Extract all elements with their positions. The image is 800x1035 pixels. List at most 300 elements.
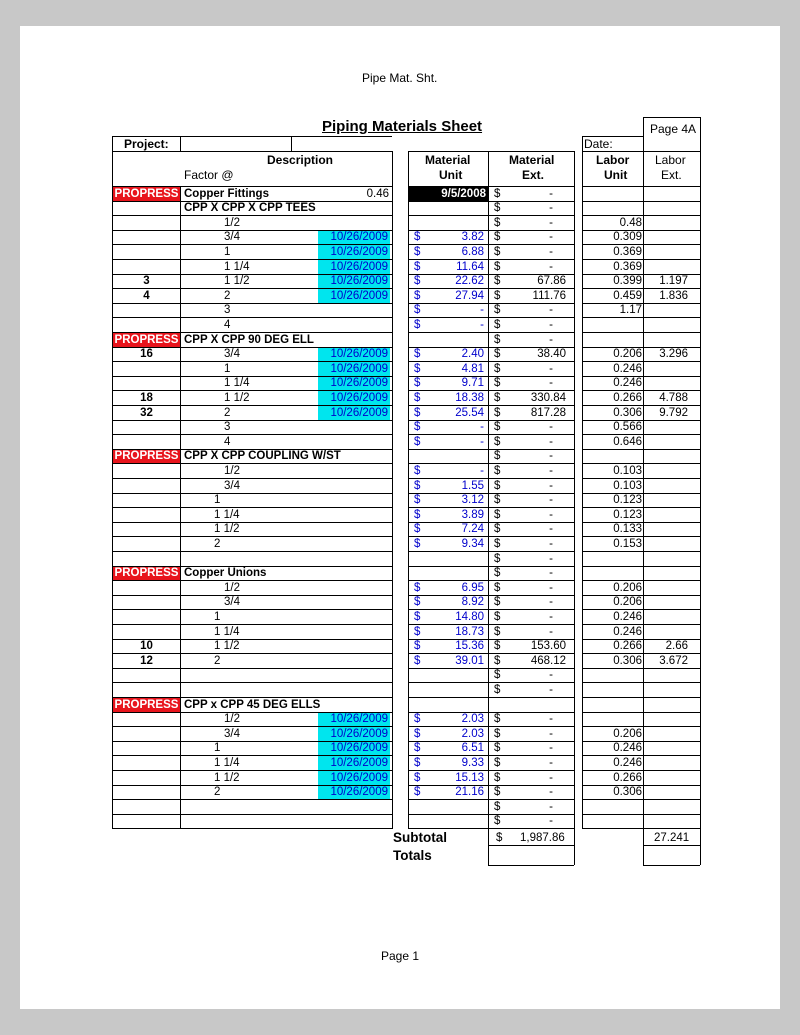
material-unit-header: Material	[425, 153, 471, 167]
labor-ext-value: 1.197	[659, 275, 688, 288]
material-ext-value: -	[549, 187, 553, 200]
labor-unit-value: 0.246	[613, 362, 642, 375]
grid-line	[488, 799, 574, 800]
grid-line	[582, 288, 700, 289]
grid-line	[488, 420, 574, 421]
grid-line	[112, 785, 392, 786]
grid-line	[574, 151, 575, 865]
grid-line	[408, 726, 488, 727]
grid-line	[112, 332, 392, 333]
material-unit-currency: $	[414, 742, 421, 755]
grid-line	[408, 376, 488, 377]
project-label: Project:	[124, 137, 169, 151]
grid-line	[488, 595, 574, 596]
material-unit-price: 1.55	[461, 479, 484, 492]
labor-unit-value: 0.123	[613, 494, 642, 507]
grid-line	[408, 639, 488, 640]
material-ext-value: -	[549, 815, 553, 828]
grid-line	[488, 361, 574, 362]
table-row	[0, 683, 800, 698]
material-ext-currency: $	[494, 304, 501, 317]
grid-line	[180, 186, 181, 829]
material-ext-currency: $	[494, 231, 501, 244]
material-unit-price: 25.54	[455, 406, 484, 419]
material-ext-currency: $	[494, 552, 501, 565]
material-unit-currency: $	[414, 260, 421, 273]
labor-ext-header: Labor	[655, 153, 686, 167]
grid-line	[488, 682, 574, 683]
grid-line	[112, 668, 392, 669]
size-cell: 3	[224, 421, 231, 434]
grid-line	[408, 151, 574, 152]
size-cell: 2	[214, 786, 221, 799]
size-cell: 1	[214, 494, 221, 507]
table-row	[0, 274, 800, 289]
material-ext-currency: $	[494, 377, 501, 390]
material-unit-currency: $	[414, 464, 421, 477]
material-ext-value: -	[549, 494, 553, 507]
labor-unit-value: 0.246	[613, 742, 642, 755]
grid-line	[582, 405, 700, 406]
grid-line	[488, 230, 574, 231]
price-date-cell: 10/26/2009	[318, 274, 390, 289]
grid-line	[582, 151, 700, 152]
labor-unit-value: 0.246	[613, 756, 642, 769]
grid-line	[488, 697, 574, 698]
labor-unit-value: 0.646	[613, 435, 642, 448]
grid-line	[408, 215, 488, 216]
grid-line	[112, 136, 392, 137]
labor-unit-value: 0.399	[613, 275, 642, 288]
labor-ext-value: 3.672	[659, 654, 688, 667]
grid-line	[408, 785, 488, 786]
material-ext-value: 330.84	[530, 391, 566, 404]
material-unit-price: 3.12	[461, 494, 484, 507]
size-cell: 3/4	[224, 596, 240, 609]
material-ext-currency: $	[494, 202, 501, 215]
grid-line	[582, 434, 700, 435]
page-number-label: Page 4A	[650, 122, 697, 136]
material-ext-currency: $	[494, 596, 501, 609]
grid-line	[408, 420, 488, 421]
material-ext-value: -	[549, 435, 553, 448]
grid-line	[488, 405, 574, 406]
size-cell: 3/4	[224, 727, 240, 740]
grid-line	[582, 580, 700, 581]
section-description: Copper Unions	[184, 567, 267, 580]
section-description: CPP x CPP 45 DEG ELLS	[184, 698, 321, 711]
factor-label: Factor @	[184, 168, 234, 182]
material-ext-value: -	[549, 756, 553, 769]
grid-line	[488, 288, 574, 289]
material-ext-value: -	[549, 202, 553, 215]
material-ext-value: -	[549, 318, 553, 331]
quantity-cell: 4	[143, 289, 150, 302]
material-ext-currency: $	[494, 275, 501, 288]
grid-line	[112, 712, 392, 713]
grid-line	[112, 201, 392, 202]
material-unit-price: 21.16	[455, 786, 484, 799]
size-cell: 1/2	[224, 464, 240, 477]
material-unit-price: 4.81	[461, 362, 484, 375]
table-row	[0, 785, 800, 800]
price-date-cell: 10/26/2009	[318, 391, 390, 406]
grid-line	[112, 697, 392, 698]
material-ext-currency: $	[494, 581, 501, 594]
grid-line	[582, 493, 700, 494]
material-ext-currency: $	[494, 216, 501, 229]
labor-unit-value: 0.123	[613, 508, 642, 521]
material-unit-currency: $	[414, 713, 421, 726]
labor-unit-value: 0.459	[613, 289, 642, 302]
grid-line	[408, 536, 488, 537]
material-ext-value: 468.12	[530, 654, 566, 667]
labor-unit-value: 0.246	[613, 625, 642, 638]
labor-unit-header: Labor	[596, 153, 630, 167]
totals-label: Totals	[393, 848, 432, 863]
material-ext-currency: $	[494, 742, 501, 755]
material-unit-price: 9.34	[461, 537, 484, 550]
grid-line	[408, 755, 488, 756]
size-cell: 3/4	[224, 231, 240, 244]
labor-ext-value: 4.788	[659, 391, 688, 404]
grid-line	[488, 845, 574, 846]
grid-line	[112, 609, 392, 610]
material-unit-currency: $	[414, 304, 421, 317]
grid-line	[582, 507, 700, 508]
grid-line	[488, 347, 574, 348]
size-cell: 1	[224, 245, 231, 258]
grid-line	[643, 865, 700, 866]
section-description: CPP X CPP 90 DEG ELL	[184, 333, 314, 346]
grid-line	[582, 595, 700, 596]
material-ext-currency: $	[494, 450, 501, 463]
table-row	[0, 800, 800, 815]
quantity-cell: 12	[140, 654, 153, 667]
grid-line	[488, 755, 574, 756]
grid-line	[488, 865, 574, 866]
grid-line	[112, 420, 392, 421]
grid-line	[112, 376, 392, 377]
grid-line	[112, 361, 392, 362]
price-date-cell: 10/26/2009	[318, 347, 390, 362]
grid-line	[582, 522, 700, 523]
table-row	[0, 625, 800, 640]
grid-line	[408, 566, 488, 567]
labor-ext-value: 9.792	[659, 406, 688, 419]
grid-line	[112, 595, 392, 596]
material-ext-currency: $	[494, 523, 501, 536]
material-ext-currency: $	[494, 245, 501, 258]
material-unit-currency: $	[414, 406, 421, 419]
grid-line	[408, 595, 488, 596]
size-cell: 1 1/4	[214, 756, 240, 769]
labor-ext-value: 3.296	[659, 348, 688, 361]
grid-line	[408, 405, 488, 406]
price-date-cell: 10/26/2009	[318, 260, 390, 275]
grid-line	[112, 463, 392, 464]
material-unit-price: -	[480, 304, 484, 317]
material-ext-currency: $	[494, 567, 501, 580]
price-date-cell: 10/26/2009	[318, 230, 390, 245]
material-unit-currency: $	[414, 348, 421, 361]
table-row	[0, 391, 800, 406]
grid-line	[582, 361, 700, 362]
material-ext-value: -	[549, 786, 553, 799]
table-row	[0, 712, 800, 727]
grid-line	[408, 712, 488, 713]
grid-line	[582, 420, 700, 421]
material-ext-currency: $	[494, 654, 501, 667]
labor-unit-value: 0.206	[613, 348, 642, 361]
size-cell: 1	[214, 742, 221, 755]
grid-line	[488, 814, 574, 815]
material-ext-value: -	[549, 800, 553, 813]
material-ext-value: -	[549, 771, 553, 784]
grid-line	[408, 259, 488, 260]
material-ext-currency: $	[494, 771, 501, 784]
table-row	[0, 303, 800, 318]
labor-unit-value: 0.266	[613, 640, 642, 653]
grid-line	[408, 799, 488, 800]
material-unit-currency: $	[414, 537, 421, 550]
grid-line	[488, 522, 574, 523]
labor-unit-value: 0.153	[613, 537, 642, 550]
grid-line	[582, 726, 700, 727]
grid-line	[582, 653, 700, 654]
material-ext-value: -	[549, 362, 553, 375]
grid-line	[488, 507, 574, 508]
grid-line	[700, 117, 701, 865]
grid-line	[408, 478, 488, 479]
material-unit-price: 18.73	[455, 625, 484, 638]
grid-line	[112, 770, 392, 771]
material-ext-value: -	[549, 479, 553, 492]
material-ext-currency: $	[494, 289, 501, 302]
labor-unit-value: 0.133	[613, 523, 642, 536]
grid-line	[408, 390, 488, 391]
grid-line	[488, 449, 574, 450]
material-unit-price: 6.88	[461, 245, 484, 258]
material-unit-subheader: Unit	[439, 168, 463, 182]
material-unit-price: 22.62	[455, 275, 484, 288]
material-ext-currency: $	[494, 464, 501, 477]
size-cell: 1 1/2	[224, 275, 250, 288]
grid-line	[488, 463, 574, 464]
material-ext-value: -	[549, 464, 553, 477]
material-unit-currency: $	[414, 581, 421, 594]
grid-line	[488, 434, 574, 435]
table-row	[0, 435, 800, 450]
grid-line	[488, 639, 574, 640]
grid-line	[582, 259, 700, 260]
grid-line	[582, 755, 700, 756]
grid-line	[488, 201, 574, 202]
labor-unit-value: 1.17	[619, 304, 642, 317]
table-row	[0, 610, 800, 625]
size-cell: 4	[224, 435, 231, 448]
material-unit-currency: $	[414, 494, 421, 507]
grid-line	[582, 668, 700, 669]
subtotal-labor-ext: 27.241	[654, 832, 690, 844]
grid-line	[112, 580, 392, 581]
table-row	[0, 260, 800, 275]
material-unit-currency: $	[414, 625, 421, 638]
description-header: Description	[267, 153, 334, 167]
grid-line	[112, 814, 392, 815]
size-cell: 1 1/2	[214, 640, 240, 653]
material-unit-currency: $	[414, 786, 421, 799]
subtotal-currency: $	[496, 832, 503, 844]
material-ext-value: -	[549, 231, 553, 244]
grid-line	[488, 566, 574, 567]
material-unit-currency: $	[414, 231, 421, 244]
grid-line	[408, 697, 488, 698]
factor-cell: 0.46	[366, 187, 389, 200]
grid-line	[582, 317, 700, 318]
table-row	[0, 493, 800, 508]
grid-line	[488, 624, 574, 625]
grid-line	[408, 347, 488, 348]
size-cell: 1 1/2	[224, 391, 250, 404]
grid-line	[112, 449, 392, 450]
table-row	[0, 245, 800, 260]
size-cell: 1 1/2	[214, 523, 240, 536]
grid-line	[408, 493, 488, 494]
size-cell: 3	[224, 304, 231, 317]
table-row	[0, 522, 800, 537]
material-ext-value: -	[549, 669, 553, 682]
material-unit-currency: $	[414, 727, 421, 740]
material-unit-currency: $	[414, 421, 421, 434]
size-cell: 1/2	[224, 581, 240, 594]
material-ext-currency: $	[494, 421, 501, 434]
material-ext-currency: $	[494, 333, 501, 346]
grid-line	[112, 230, 392, 231]
material-ext-value: 38.40	[537, 348, 566, 361]
material-ext-currency: $	[494, 640, 501, 653]
table-row	[0, 537, 800, 552]
grid-line	[582, 332, 700, 333]
material-unit-currency: $	[414, 391, 421, 404]
grid-line	[408, 668, 488, 669]
material-ext-currency: $	[494, 260, 501, 273]
price-date-cell: 10/26/2009	[318, 376, 390, 391]
price-date-cell: 10/26/2009	[318, 362, 390, 377]
grid-line	[488, 770, 574, 771]
material-unit-price: 2.03	[461, 727, 484, 740]
material-unit-price: -	[480, 421, 484, 434]
date-label: Date:	[584, 137, 613, 151]
table-row	[0, 464, 800, 479]
grid-line	[488, 653, 574, 654]
grid-line	[582, 814, 700, 815]
grid-line	[112, 536, 392, 537]
propress-tag: PROPRESS	[112, 566, 181, 581]
grid-line	[643, 117, 644, 865]
material-ext-currency: $	[494, 800, 501, 813]
grid-line	[112, 624, 392, 625]
size-cell: 2	[224, 289, 231, 302]
grid-line	[582, 697, 700, 698]
grid-line	[112, 186, 392, 187]
labor-unit-value: 0.306	[613, 654, 642, 667]
size-cell: 4	[224, 318, 231, 331]
grid-line	[488, 668, 574, 669]
table-row	[0, 289, 800, 304]
grid-line	[488, 741, 574, 742]
material-unit-price: 3.82	[461, 231, 484, 244]
material-unit-currency: $	[414, 771, 421, 784]
grid-line	[582, 347, 700, 348]
grid-line	[112, 347, 392, 348]
material-ext-value: -	[549, 216, 553, 229]
page-header: Pipe Mat. Sht.	[362, 71, 438, 85]
table-row	[0, 668, 800, 683]
grid-line	[112, 799, 392, 800]
grid-line	[408, 303, 488, 304]
material-ext-header: Material	[509, 153, 555, 167]
material-ext-value: -	[549, 260, 553, 273]
grid-line	[488, 303, 574, 304]
material-unit-currency: $	[414, 756, 421, 769]
table-row	[0, 814, 800, 829]
material-ext-currency: $	[494, 756, 501, 769]
grid-line	[408, 434, 488, 435]
grid-line	[408, 624, 488, 625]
grid-line	[582, 478, 700, 479]
material-ext-currency: $	[494, 669, 501, 682]
table-row	[0, 698, 800, 713]
grid-line	[488, 493, 574, 494]
material-ext-value: -	[549, 727, 553, 740]
material-unit-price: 2.40	[461, 348, 484, 361]
material-ext-currency: $	[494, 187, 501, 200]
labor-ext-subheader: Ext.	[661, 168, 682, 182]
material-unit-price: 6.95	[461, 581, 484, 594]
grid-line	[408, 230, 488, 231]
grid-line	[582, 785, 700, 786]
table-row	[0, 230, 800, 245]
grid-line	[408, 522, 488, 523]
labor-unit-subheader: Unit	[604, 168, 628, 182]
labor-unit-value: 0.48	[619, 216, 642, 229]
material-ext-value: -	[549, 742, 553, 755]
material-ext-currency: $	[494, 494, 501, 507]
size-cell: 3/4	[224, 479, 240, 492]
grid-line	[488, 332, 574, 333]
material-unit-price: 7.24	[461, 523, 484, 536]
grid-line	[488, 580, 574, 581]
grid-line	[488, 609, 574, 610]
grid-line	[112, 478, 392, 479]
labor-unit-value: 0.306	[613, 786, 642, 799]
labor-unit-value: 0.246	[613, 610, 642, 623]
material-ext-currency: $	[494, 362, 501, 375]
grid-line	[408, 551, 488, 552]
material-ext-value: -	[549, 683, 553, 696]
material-unit-currency: $	[414, 318, 421, 331]
quantity-cell: 3	[143, 275, 150, 288]
grid-line	[408, 770, 488, 771]
grid-line	[582, 712, 700, 713]
grid-line	[582, 136, 643, 137]
grid-line	[582, 551, 700, 552]
material-unit-price: 9.71	[461, 377, 484, 390]
grid-line	[408, 274, 488, 275]
grid-line	[582, 609, 700, 610]
table-row	[0, 449, 800, 464]
